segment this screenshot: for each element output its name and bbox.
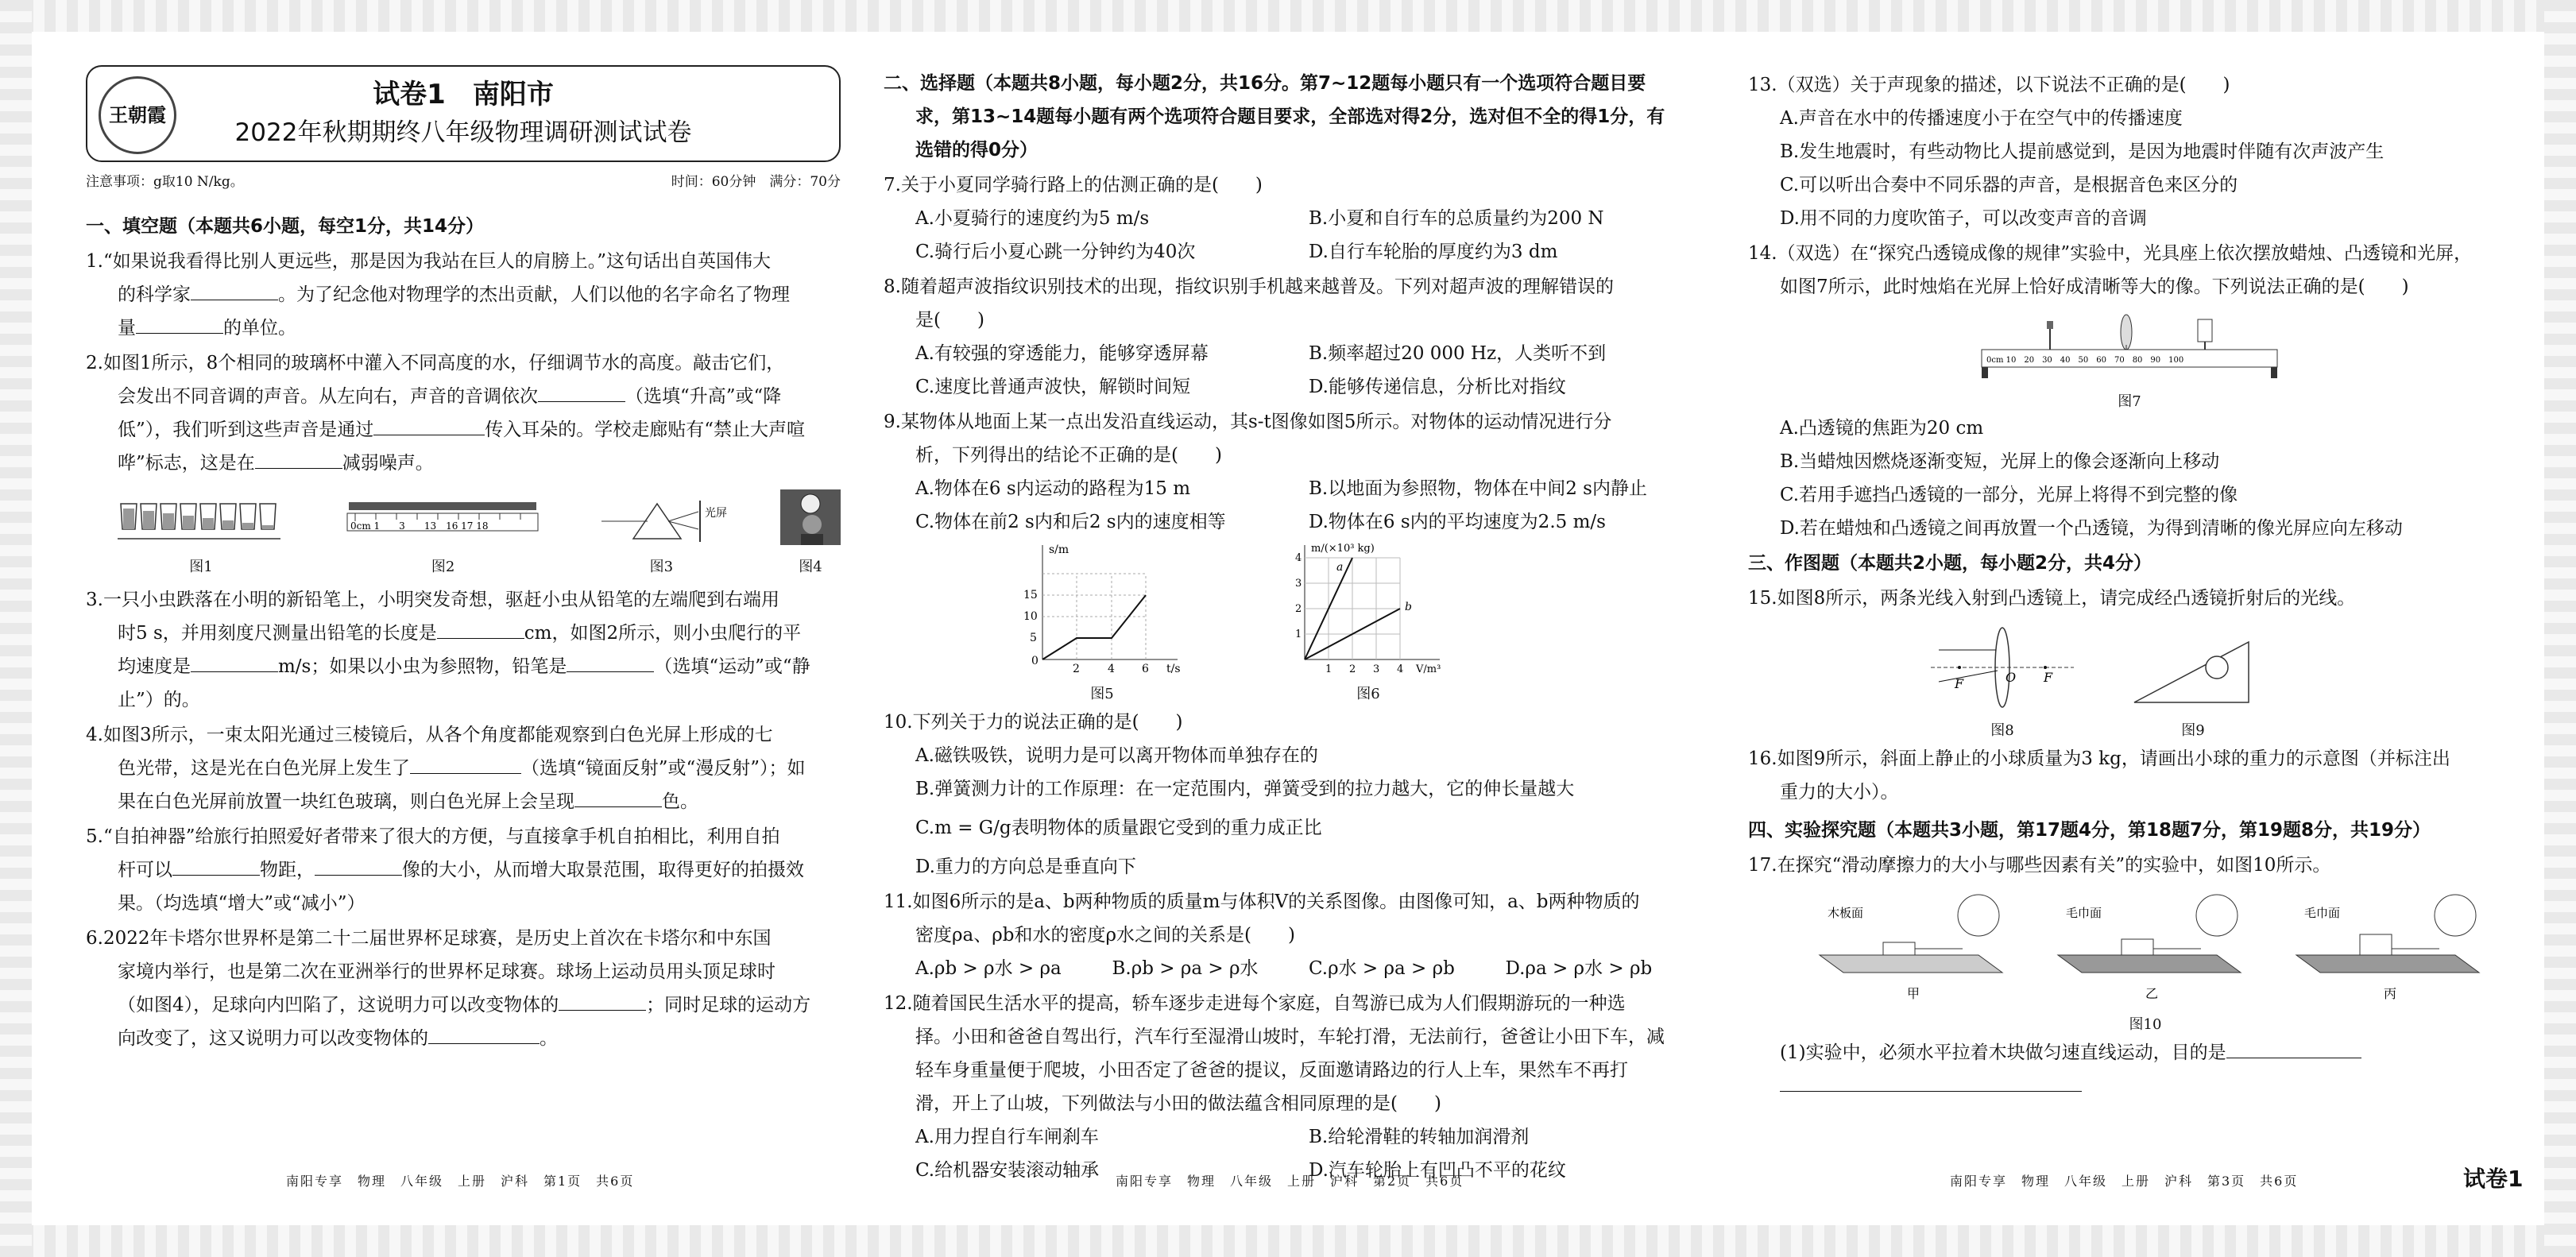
option-a[interactable]: A.声音在水中的传播速度小于在空气中的传播速度 [1780,108,2183,129]
option-b[interactable]: B.频率超过20 000 Hz，人类听不到 [1309,343,1607,364]
publisher-logo: 王朝霞 [99,76,176,154]
svg-text:m/(×10³ kg): m/(×10³ kg) [1311,543,1375,555]
svg-text:4: 4 [1295,552,1302,564]
option-d[interactable]: D.若在蜡烛和凸透镜之间再放置一个凸透镜，为得到清晰的像光屏应向左移动 [1780,518,2403,539]
question-10: 10.下列关于力的说法正确的是( ) A.磁铁吸铁，说明力是可以离开物体而单独存在的 B.弹簧测力计的工作原理：在一定范围内，弹簧受到的拉力越大，它的伸长量越大 C.m = G/g表明物体的质量跟它受到的重力成正比 D.重力的方向总是垂直向下 [884,706,1702,884]
answer-blank[interactable] [373,417,485,435]
option-a[interactable]: A.小夏骑行的速度约为5 m/s [915,208,1150,229]
option-b[interactable]: B.当蜡烛因燃烧逐渐变短，光屏上的像会逐渐向上移动 [1780,451,2220,472]
figures-5-6 [1011,540,1702,704]
figure-9: 图9 [2129,623,2257,741]
answer-blank[interactable] [2226,1040,2361,1058]
question-17: 17.在探究“滑动摩擦力的大小与哪些因素有关”的实验中，如图10所示。 [1748,855,2331,876]
svg-text:木板面: 木板面 [1828,906,1864,920]
question-7: 7.关于小夏同学骑行路上的估测正确的是( ) A.小夏骑行的速度约为5 m/s B.小夏和自行车的总质量约为200 N C.骑行后小夏心跳一分钟约为40次 D.自行车轮胎的厚度约为3 dm [884,168,1702,269]
option-b[interactable]: B.ρb > ρa > ρ水 [1112,958,1259,979]
question-14: 14.（双选）在“探究凸透镜成像的规律”实验中，光具座上依次摆放蜡烛、凸透镜和光屏， 如图7所示，此时烛焰在光屏上恰好成清晰等大的像。下列说法正确的是( ) 0cm 10 20 30 40 50 60 70 80 90 100 图7 A.凸透镜的焦距为20 cm B.当蜡烛因燃烧逐渐变短，光屏上的像会逐渐向上移动 C.若用手遮挡凸透镜的一部分，光屏上将得不到完整的像 D.若在蜡烛和凸透镜之间再放置一个凸透镜，为得到清晰的像光屏应向左移动 [1748,237,2511,545]
figure-1: 图1 [118,497,284,577]
answer-blank[interactable] [559,992,646,1011]
svg-text:1: 1 [1325,663,1332,675]
question-11: 11.如图6所示的是a、b两种物质的质量m与体积V的关系图像。由图像可知，a、b两种物质的 密度ρa、ρb和水的密度ρ水之间的关系是( ) A.ρb > ρ水 > ρa B.ρb > ρa > ρ水 C.ρ水 > ρa > ρb D.ρa > ρ水 > ρb [884,885,1702,985]
svg-text:毛巾面: 毛巾面 [2304,906,2341,920]
option-c[interactable]: C.若用手遮挡凸透镜的一部分，光屏上将得不到完整的像 [1780,485,2238,505]
svg-text:光屏: 光屏 [705,507,728,520]
option-a[interactable]: A.ρb > ρ水 > ρa [915,958,1062,979]
question-8: 8.随着超声波指纹识别技术的出现，指纹识别手机越来越普及。下列对超声波的理解错误的 是( ) A.有较强的穿透能力，能够穿透屏幕 B.频率超过20 000 Hz，人类听不到 C.速度比普通声波快，解锁时间短 D.能够传递信息，分析比对指纹 [884,270,1702,404]
question-9: 9.某物体从地面上某一点出发沿直线运动，其s-t图像如图5所示。对物体的运动情况进行分 析，下列得出的结论不正确的是( ) A.物体在6 s内运动的路程为15 m B.以地面为参照物，物体在中间2 s内静止 C.物体在前2 s内和后2 s内的速度相等 D.物体在6 s内的平均速度为2.5 m/s [884,405,1702,539]
svg-text:0cm 1 3 13 16 17 18: 0cm 1 3 13 16 17 18 [350,520,489,532]
figure-6: a b m/(×10³ kg) V/m³ 1 2 3 4 1 2 3 4 图6 [1281,540,1456,704]
svg-text:1: 1 [1295,628,1302,640]
svg-text:t/s: t/s [1166,663,1181,675]
section-heading: 二、选择题（本题共8小题，每小题2分，共16分。第7~12题每小题只有一个选项符合题目要 求，第13~14题每小题有两个选项符合题目要求，全部选对得2分，选对但不全的得1分，有 选错的得0分） [884,73,1665,161]
svg-text:a: a [1336,561,1344,574]
answer-blank[interactable] [410,756,521,774]
svg-text:0cm 10 20 30 40 50 60 70 80 90: 0cm 10 20 30 40 50 60 70 80 90 100 [1986,356,2184,365]
option-d[interactable]: D.物体在6 s内的平均速度为2.5 m/s [1309,512,1606,532]
paper-number-label: 试卷1 [2463,1166,2524,1192]
figure-8: F O F 图8 [1931,623,2074,741]
exam-notice: 注意事项：g取10 N/kg。 时间：60分钟 满分：70分 [86,174,841,190]
answer-blank[interactable] [191,654,278,672]
option-c[interactable]: C.可以听出合奏中不同乐器的声音，是根据音色来区分的 [1780,175,2238,195]
decorative-border-right [2544,0,2576,1257]
decorative-border-left [0,0,32,1257]
exam-title: 试卷1 南阳市 [373,79,554,110]
answer-blank[interactable] [538,384,625,402]
question-6: 6.2022年卡塔尔世界杯是第二十二届世界杯足球赛，是历史上首次在卡塔尔和中东国 家境内举行，也是第二次在亚洲举行的世界杯足球赛。球场上运动员用头顶足球时 （如图4），足球向内凹陷了，这说明力可以改变物体的 ；同时足球的运动方 向改变了，这又说明力可以改变物体的 。 [86,928,811,1049]
page-footer-2: 南阳专享 物理 八年级 上册 沪科 第2页 共6页 [1116,1174,1464,1189]
question-17-part-1: (1)实验中，必须水平拉着木块做匀速直线运动，目的是 [1748,1036,2511,1103]
figure-5: s/m t/s 10 15 5 0 2 4 6 图5 [1011,540,1193,704]
question-2: 2.如图1所示，8个相同的玻璃杯中灌入不同高度的水，仔细调节水的高度。敲击它们， 会发出不同音调的声音。从左向右，声音的音调依次 （选填“升高”或“降 低”），我们听到这些声音是通过 传入耳朵的。学校走廊贴有“禁止大声喧 哗”标志，这是在 减弱噪声。 [86,353,806,474]
s-t-graph [1011,540,1193,674]
svg-text:b: b [1405,601,1412,613]
section-heading: 一、填空题（本题共6小题，每空1分，共14分） [86,216,485,237]
question-13: 13.（双选）关于声现象的描述，以下说法不正确的是( ) A.声音在水中的传播速度小于在空气中的传播速度 B.发生地震时，有些动物比人提前感觉到，是因为地震时伴随有次声波产生 C.可以听出合奏中不同乐器的声音，是根据音色来区分的 D.用不同的力度吹笛子，可以改变声音的音调 [1748,68,2511,235]
question-4: 4.如图3所示，一束太阳光通过三棱镜后，从各个角度都能观察到白色光屏上形成的七 色光带，这是光在白色光屏上发生了 （选填“镜面反射”或“漫反射”）；如 果在白色光屏前放置一块红色玻璃，则白色光屏上会呈现 色。 [86,725,806,812]
option-c[interactable]: C.骑行后小夏心跳一分钟约为40次 [915,242,1196,262]
option-a[interactable]: A.用力捏自行车闸刹车 [915,1127,1099,1147]
svg-text:3: 3 [1373,663,1380,675]
page-footer-1: 南阳专享 物理 八年级 上册 沪科 第1页 共6页 [286,1174,635,1189]
answer-blank[interactable] [574,789,662,807]
page-1-column [86,67,841,1057]
question-3: 3.一只小虫跌落在小明的新铅笔上，小明突发奇想，驱赶小虫从铅笔的左端爬到右端用 时5 s，并用刻度尺测量出铅笔的长度是 cm，如图2所示，则小虫爬行的平 均速度是 m/s；如果以小虫为参照物，铅笔是 （选填“运动”或“静 止”）的。 [86,590,810,710]
option-a[interactable]: A.物体在6 s内运动的路程为15 m [915,478,1191,499]
exam-header [86,65,841,162]
exam-subtitle: 2022年秋期期终八年级物理调研测试试卷 [234,118,692,147]
question-1: 1.“如果说我看得比别人更远些，那是因为我站在巨人的肩膀上。”这句话出自英国伟大 的科学家 。为了纪念他对物理学的杰出贡献，人们以他的名字命名了物理 量 的单位。 [86,251,790,338]
convex-lens-icon [1931,623,2074,710]
answer-blank[interactable] [191,282,278,300]
svg-text:0: 0 [1031,655,1039,667]
question-5: 5.“自拍神器”给旅行拍照爱好者带来了很大的方便，与直接拿手机自拍相比，利用自拍 杆可以 物距， 像的大小，从而增大取景范围，取得更好的拍摄效 果。（均选填“增大”或“减小”） [86,826,804,914]
option-d[interactable]: D.汽车轮胎上有凹凸不平的花纹 [1309,1160,1566,1181]
option-b[interactable]: B.给轮滑鞋的转轴加润滑剂 [1309,1127,1530,1147]
option-c[interactable]: C.速度比普通声波快，解锁时间短 [915,377,1191,397]
answer-blank[interactable] [1780,1073,2082,1092]
svg-text:6: 6 [1142,663,1149,675]
incline-ball-icon [2129,623,2257,710]
page-2-column [884,67,1702,1189]
option-b[interactable]: B.发生地震时，有些动物比人提前感觉到，是因为地震时伴随有次声波产生 [1780,141,2385,162]
svg-text:毛巾面: 毛巾面 [2066,906,2102,920]
figures-8-9 [1931,623,2511,741]
glass-cups-icon [118,497,284,545]
question-15: 15.如图8所示，两条光线入射到凸透镜上，请完成经凸透镜折射后的光线。 [1748,588,2356,609]
answer-blank[interactable] [172,857,260,876]
decorative-border-top [0,0,2576,32]
friction-experiment-icon [1796,885,2495,1004]
figure-10: 木板面 甲 毛巾面 乙 毛巾面 丙 图10 [1780,885,2511,1035]
question-12: 12.随着国民生活水平的提高，轿车逐步走进每个家庭，自驾游已成为人们假期游玩的一种选 择。小田和爸爸自驾出行，汽车行至湿滑山坡时，车轮打滑，无法前行，爸爸让小田下车，减 轻车身重量便于爬坡，小田否定了爸爸的提议，反面邀请路边的行人上车，果然车不再打 滑，开上了山坡，下列做法与小田的做法蕴含相同原理的是( ) A.用力捏自行车闸刹车 B.给轮滑鞋的转轴加润滑剂 C.给机器安装滚动轴承 D.汽车轮胎上有凹凸不平的花纹 [884,987,1702,1187]
option-b[interactable]: B.小夏和自行车的总质量约为200 N [1309,208,1604,229]
figure-4: 图4 [780,489,841,577]
option-a[interactable]: A.凸透镜的焦距为20 cm [1780,418,1984,439]
option-d[interactable]: D.自行车轮胎的厚度约为3 dm [1309,242,1558,262]
figures-1-4 [118,489,841,577]
answer-blank[interactable] [255,451,342,469]
section-heading: 四、实验探究题（本题共3小题，第17题4分，第18题7分，第19题8分，共19分） [1748,820,2431,841]
svg-text:3: 3 [1295,578,1302,590]
svg-text:s/m: s/m [1049,543,1069,556]
figure-3: 光屏 图3 [601,497,721,577]
option-c[interactable]: C.给机器安装滚动轴承 [915,1160,1100,1181]
svg-text:4: 4 [1397,663,1404,675]
svg-text:2: 2 [1073,663,1080,675]
option-d[interactable]: D.用不同的力度吹笛子，可以改变声音的音调 [1780,208,2147,229]
svg-text:2: 2 [1295,603,1302,615]
svg-text:甲: 甲 [1907,986,1920,1001]
svg-text:15: 15 [1023,589,1038,601]
svg-text:丙: 丙 [2384,986,2397,1001]
option-b[interactable]: B.弹簧测力计的工作原理：在一定范围内，弹簧受到的拉力越大，它的伸长量越大 [915,779,1575,799]
option-a[interactable]: A.有较强的穿透能力，能够穿透屏幕 [915,343,1209,364]
svg-text:2: 2 [1349,663,1356,675]
option-c[interactable]: C.ρ水 > ρa > ρb [1309,958,1455,979]
option-d[interactable]: D.重力的方向总是垂直向下 [915,857,1136,877]
answer-blank[interactable] [136,315,223,334]
answer-blank[interactable] [428,1026,540,1044]
option-c[interactable]: C.m = G/g表明物体的质量跟它受到的重力成正比 [915,818,1322,838]
ruler-pencil-icon [344,497,543,545]
page-3-column [1748,67,2511,1104]
prism-icon [601,497,728,545]
svg-text:F: F [2044,670,2053,685]
m-v-graph [1281,540,1456,674]
option-a[interactable]: A.磁铁吸铁，说明力是可以离开物体而单独存在的 [915,745,1318,766]
figure-7: 0cm 10 20 30 40 50 60 70 80 90 100 图7 [1748,310,2511,412]
svg-text:10: 10 [1023,610,1038,623]
option-b[interactable]: B.以地面为参照物，物体在中间2 s内静止 [1309,478,1647,499]
option-d[interactable]: D.能够传递信息，分析比对指纹 [1309,377,1566,397]
option-d[interactable]: D.ρa > ρ水 > ρb [1505,958,1653,979]
section-heading: 三、作图题（本题共2小题，每小题2分，共4分） [1748,553,2152,574]
answer-blank[interactable] [437,621,524,639]
svg-text:O: O [2005,670,2017,685]
question-16: 16.如图9所示，斜面上静止的小球质量为3 kg，请画出小球的重力的示意图（并标注出 重力的大小）。 [1748,748,2450,803]
svg-text:V/m³: V/m³ [1416,663,1441,675]
page-footer-3: 南阳专享 物理 八年级 上册 沪科 第3页 共6页 [1950,1174,2299,1189]
svg-text:F: F [1955,676,1964,691]
header-ball-photo [780,489,841,545]
answer-blank[interactable] [315,857,402,876]
svg-text:乙: 乙 [2145,986,2159,1001]
answer-blank[interactable] [567,654,654,672]
option-c[interactable]: C.物体在前2 s内和后2 s内的速度相等 [915,512,1226,532]
svg-text:4: 4 [1108,663,1115,675]
optical-bench-icon [1978,310,2280,381]
figure-2: 0cm 1 3 13 16 17 18 图2 [344,497,543,577]
decorative-border-bottom [0,1225,2576,1257]
svg-text:5: 5 [1030,632,1037,644]
